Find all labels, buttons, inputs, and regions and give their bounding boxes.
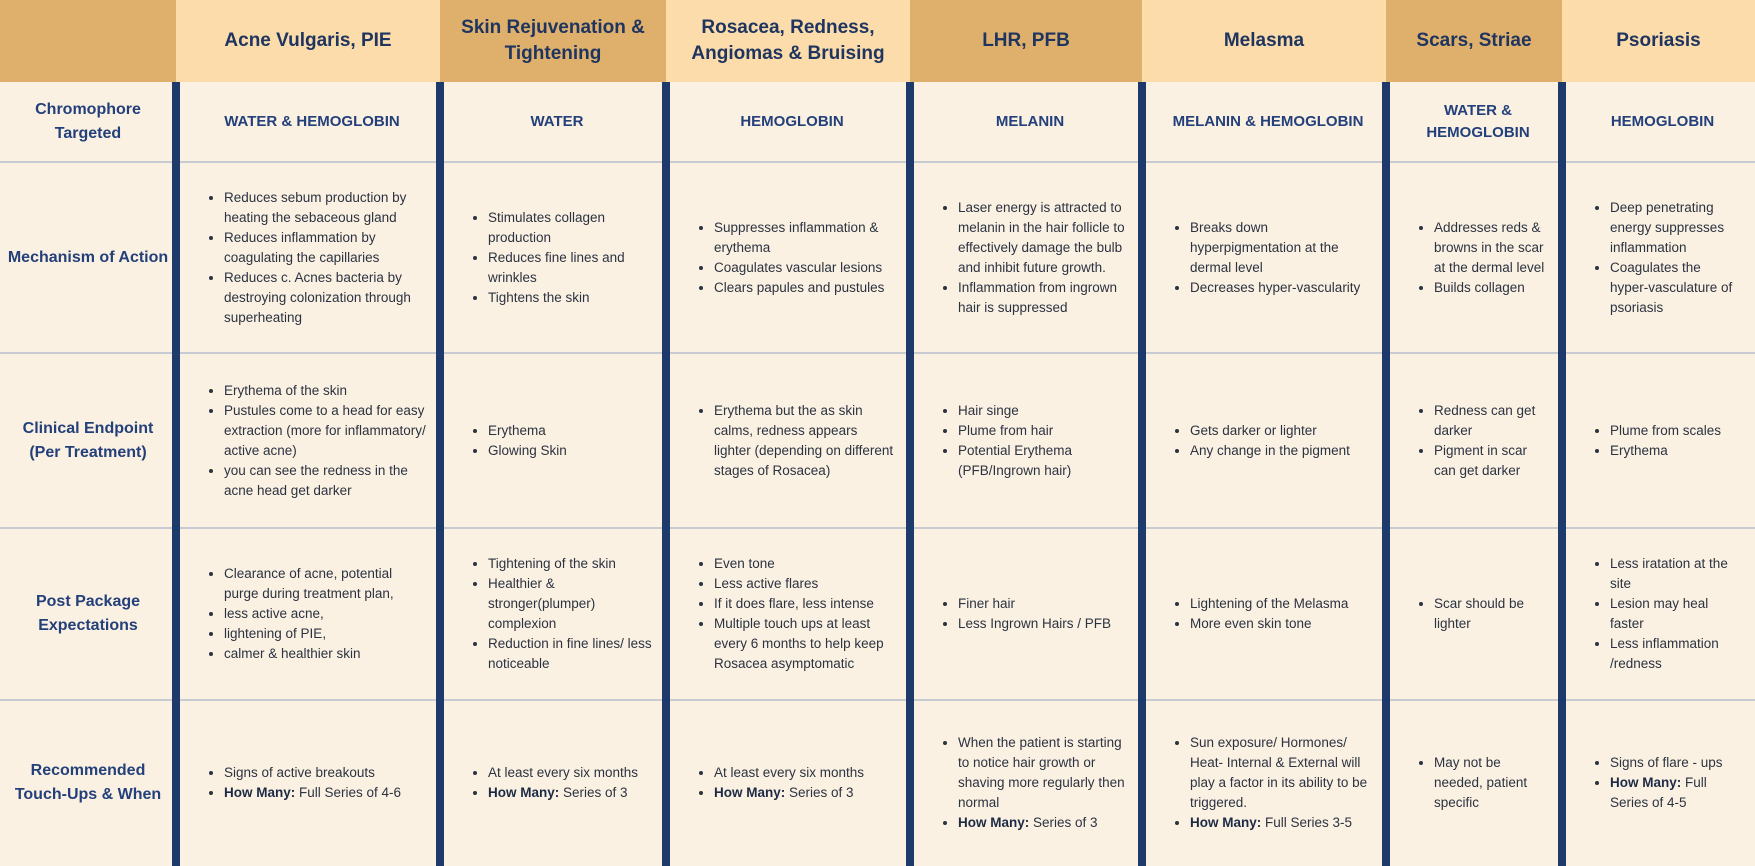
bullet-list xyxy=(1416,753,1548,813)
bullet-item: • If it does flare, less intense xyxy=(714,594,896,614)
bullet-item: • Even tone xyxy=(714,554,896,574)
bullet-item: • Inflammation from ingrown hair is suppressed xyxy=(958,278,1128,318)
bullet-item: • Plume from hair xyxy=(958,421,1128,441)
table-cell xyxy=(918,528,1142,700)
bullet-item: • Plume from scales xyxy=(1610,421,1721,441)
bullet-item: • Reduction in fine lines/ less noticeable xyxy=(488,634,652,674)
bullet-item: • Signs of flare - ups xyxy=(1610,753,1741,773)
bullet-item: • Coagulates vascular lesions xyxy=(714,258,896,278)
table-cell xyxy=(1150,82,1386,162)
chromophore-value: WATER & HEMOGLOBIN xyxy=(1426,102,1530,141)
table-cell xyxy=(1394,528,1562,700)
bullet-list xyxy=(940,401,1128,481)
how-many-value: Series of 3 xyxy=(1029,815,1098,830)
how-many-value: Series of 3 xyxy=(559,785,628,800)
bullet-list xyxy=(206,564,426,664)
bullet-item: • Clearance of acne, potential purge during treatment plan, xyxy=(224,564,426,604)
bullet-item: • When the patient is starting to notice hair growth or shaving more regularly then normal xyxy=(958,733,1128,813)
table-cell xyxy=(674,528,910,700)
table-cell xyxy=(674,82,910,162)
table-cell xyxy=(918,162,1142,353)
chromophore-value: MELANIN & HEMOGLOBIN xyxy=(1172,113,1364,130)
bullet-item: • Tightens the skin xyxy=(488,288,652,308)
bullet-item: • Erythema of the skin xyxy=(224,381,426,401)
bullet-item: • Redness can get darker xyxy=(1434,401,1548,441)
bullet-list xyxy=(470,554,652,674)
table-cell xyxy=(1570,700,1755,866)
bullet-item: • less active acne, xyxy=(224,604,426,624)
header-corner xyxy=(0,0,176,82)
bullet-item: • Deep penetrating energy suppresses inflammation xyxy=(1610,198,1741,258)
bullet-item: • Gets darker or lighter xyxy=(1190,421,1350,441)
bullet-item: • Reduces sebum production by heating the sebaceous gland xyxy=(224,188,426,228)
bullet-list xyxy=(470,208,652,308)
bullet-item: • Finer hair xyxy=(958,594,1111,614)
table-cell xyxy=(1150,700,1386,866)
column-divider xyxy=(1558,82,1566,866)
column-header: Rosacea, Redness, Angiomas & Bruising xyxy=(666,0,910,82)
bullet-item xyxy=(958,813,1128,833)
table-cell xyxy=(184,162,440,353)
row-divider xyxy=(0,352,1755,354)
column-divider xyxy=(172,82,180,866)
table-cell xyxy=(184,82,440,162)
bullet-item: • Reduces inflammation by coagulating the capillaries xyxy=(224,228,426,268)
table-cell xyxy=(448,162,666,353)
column-divider xyxy=(662,82,670,866)
bullet-item: • Lesion may heal faster xyxy=(1610,594,1741,634)
bullet-item: • Less inflammation /redness xyxy=(1610,634,1741,674)
row-label: Clinical Endpoint (Per Treatment) xyxy=(22,419,154,461)
table-cell xyxy=(448,353,666,528)
chromophore-value: HEMOGLOBIN xyxy=(740,113,844,130)
bullet-list xyxy=(1592,198,1741,318)
row-label: Recommended Touch-Ups & When xyxy=(14,762,162,803)
how-many-value: Full Series of 4-5 xyxy=(1610,775,1707,810)
bullet-item: • Reduces c. Acnes bacteria by destroying colonization through superheating xyxy=(224,268,426,328)
bullet-item: • Builds collagen xyxy=(1434,278,1548,298)
bullet-list xyxy=(696,554,896,674)
column-header: Acne Vulgaris, PIE xyxy=(176,0,440,82)
bullet-item: • Less iratation at the site xyxy=(1610,554,1741,594)
bullet-list xyxy=(206,763,401,803)
column-divider xyxy=(1138,82,1146,866)
bullet-item: • lightening of PIE, xyxy=(224,624,426,644)
table-cell xyxy=(184,700,440,866)
bullet-item: • Erythema xyxy=(1610,441,1721,461)
column-header: Melasma xyxy=(1142,0,1386,82)
column-header: Psoriasis xyxy=(1562,0,1755,82)
row-label: Chromophore Targeted xyxy=(35,101,141,142)
column-divider xyxy=(436,82,444,866)
bullet-item: • At least every six months xyxy=(714,763,864,783)
bullet-item xyxy=(1190,813,1372,833)
bullet-item: • Stimulates collagen production xyxy=(488,208,652,248)
bullet-item: • Scar should be lighter xyxy=(1434,594,1548,634)
chromophore-value: WATER xyxy=(530,113,584,130)
chromophore-value: WATER & HEMOGLOBIN xyxy=(224,113,400,130)
bullet-item: • May not be needed, patient specific xyxy=(1434,753,1548,813)
column-header: Scars, Striae xyxy=(1386,0,1562,82)
bullet-list xyxy=(470,421,567,461)
bullet-item: • Potential Erythema (PFB/Ingrown hair) xyxy=(958,441,1128,481)
bullet-item xyxy=(714,783,864,803)
table-cell xyxy=(1394,162,1562,353)
table-cell xyxy=(1570,353,1755,528)
bullet-item: • Multiple touch ups at least every 6 months to help keep Rosacea asymptomatic xyxy=(714,614,896,674)
bullet-list xyxy=(1416,218,1548,298)
bullet-item: • Any change in the pigment xyxy=(1190,441,1350,461)
how-many-label: How Many: xyxy=(1190,815,1262,830)
bullet-item: • Laser energy is attracted to melanin in the hair follicle to effectively damage the bulb and inhibit future growth. xyxy=(958,198,1128,278)
bullet-list xyxy=(940,198,1128,318)
bullet-list xyxy=(696,401,896,481)
table-cell xyxy=(1570,162,1755,353)
table-cell xyxy=(1150,353,1386,528)
bullet-list xyxy=(206,188,426,328)
bullet-item: • Addresses reds & browns in the scar at the dermal level xyxy=(1434,218,1548,278)
bullet-item: • Reduces fine lines and wrinkles xyxy=(488,248,652,288)
bullet-item: • Healthier & stronger(plumper) complexion xyxy=(488,574,652,634)
bullet-list xyxy=(1172,421,1350,461)
table-cell xyxy=(448,82,666,162)
how-many-label: How Many: xyxy=(488,785,560,800)
row-divider xyxy=(0,699,1755,701)
table-cell xyxy=(184,528,440,700)
bullet-item: • Signs of active breakouts xyxy=(224,763,401,783)
table-cell xyxy=(918,353,1142,528)
bullet-list xyxy=(696,218,896,298)
how-many-label: How Many: xyxy=(224,785,296,800)
how-many-value: Full Series of 4-6 xyxy=(295,785,402,800)
bullet-item: • Decreases hyper-vascularity xyxy=(1190,278,1372,298)
bullet-list xyxy=(1592,421,1721,461)
bullet-item: • Erythema but the as skin calms, redness appears lighter (depending on different stages of Rosacea) xyxy=(714,401,896,481)
column-divider xyxy=(906,82,914,866)
table-cell xyxy=(674,700,910,866)
bullet-item: • Pigment in scar can get darker xyxy=(1434,441,1548,481)
how-many-label: How Many: xyxy=(958,815,1030,830)
bullet-item: • Glowing Skin xyxy=(488,441,567,461)
bullet-list xyxy=(940,733,1128,833)
bullet-item xyxy=(224,783,401,803)
bullet-list xyxy=(696,763,864,803)
bullet-list xyxy=(1592,554,1741,674)
column-divider xyxy=(1382,82,1390,866)
bullet-list xyxy=(1172,733,1372,833)
table-cell xyxy=(918,700,1142,866)
chromophore-value: MELANIN xyxy=(995,113,1065,130)
bullet-list xyxy=(1416,401,1548,481)
bullet-item: • At least every six months xyxy=(488,763,638,783)
table-cell xyxy=(184,353,440,528)
bullet-item: • Less active flares xyxy=(714,574,896,594)
bullet-item: • Sun exposure/ Hormones/ Heat- Internal & External will play a factor in its ability to be triggered. xyxy=(1190,733,1372,813)
bullet-list xyxy=(470,763,638,803)
table-cell xyxy=(1570,82,1755,162)
bullet-item: • Clears papules and pustules xyxy=(714,278,896,298)
table-cell xyxy=(1394,353,1562,528)
table-cell xyxy=(1394,700,1562,866)
bullet-item: • you can see the redness in the acne head get darker xyxy=(224,461,426,501)
bullet-item: • More even skin tone xyxy=(1190,614,1348,634)
bullet-item: • Tightening of the skin xyxy=(488,554,652,574)
table-cell xyxy=(1570,528,1755,700)
bullet-list xyxy=(1172,594,1348,634)
how-many-value: Series of 3 xyxy=(785,785,854,800)
row-divider xyxy=(0,161,1755,163)
how-many-value: Full Series 3-5 xyxy=(1261,815,1353,830)
bullet-item xyxy=(488,783,638,803)
table-cell xyxy=(674,353,910,528)
how-many-label: How Many: xyxy=(714,785,786,800)
table-cell xyxy=(448,528,666,700)
table-cell xyxy=(674,162,910,353)
bullet-list xyxy=(1172,218,1372,298)
row-divider xyxy=(0,527,1755,529)
bullet-item: • Pustules come to a head for easy extraction (more for inflammatory/ active acne) xyxy=(224,401,426,461)
row-label: Mechanism of Action xyxy=(7,248,169,266)
how-many-label: How Many: xyxy=(1610,775,1682,790)
bullet-list xyxy=(1416,594,1548,634)
bullet-item: • Less Ingrown Hairs / PFB xyxy=(958,614,1111,634)
bullet-item: • Lightening of the Melasma xyxy=(1190,594,1348,614)
chromophore-value: HEMOGLOBIN xyxy=(1610,113,1715,130)
bullet-item: • Coagulates the hyper-vasculature of psoriasis xyxy=(1610,258,1741,318)
bullet-list xyxy=(206,381,426,501)
bullet-item: • calmer & healthier skin xyxy=(224,644,426,664)
table-cell xyxy=(1394,82,1562,162)
bullet-item: • Breaks down hyperpigmentation at the dermal level xyxy=(1190,218,1372,278)
bullet-item: • Suppresses inflammation & erythema xyxy=(714,218,896,258)
bullet-item: • Hair singe xyxy=(958,401,1128,421)
table-cell xyxy=(918,82,1142,162)
bullet-list xyxy=(940,594,1111,634)
bullet-item: • Erythema xyxy=(488,421,567,441)
table-cell xyxy=(448,700,666,866)
bullet-item xyxy=(1610,773,1741,813)
column-header: Skin Rejuvenation & Tightening xyxy=(440,0,666,82)
row-label: Post Package Expectations xyxy=(35,593,141,634)
bullet-list xyxy=(1592,753,1741,813)
table-cell xyxy=(1150,162,1386,353)
table-cell xyxy=(1150,528,1386,700)
column-header: LHR, PFB xyxy=(910,0,1142,82)
